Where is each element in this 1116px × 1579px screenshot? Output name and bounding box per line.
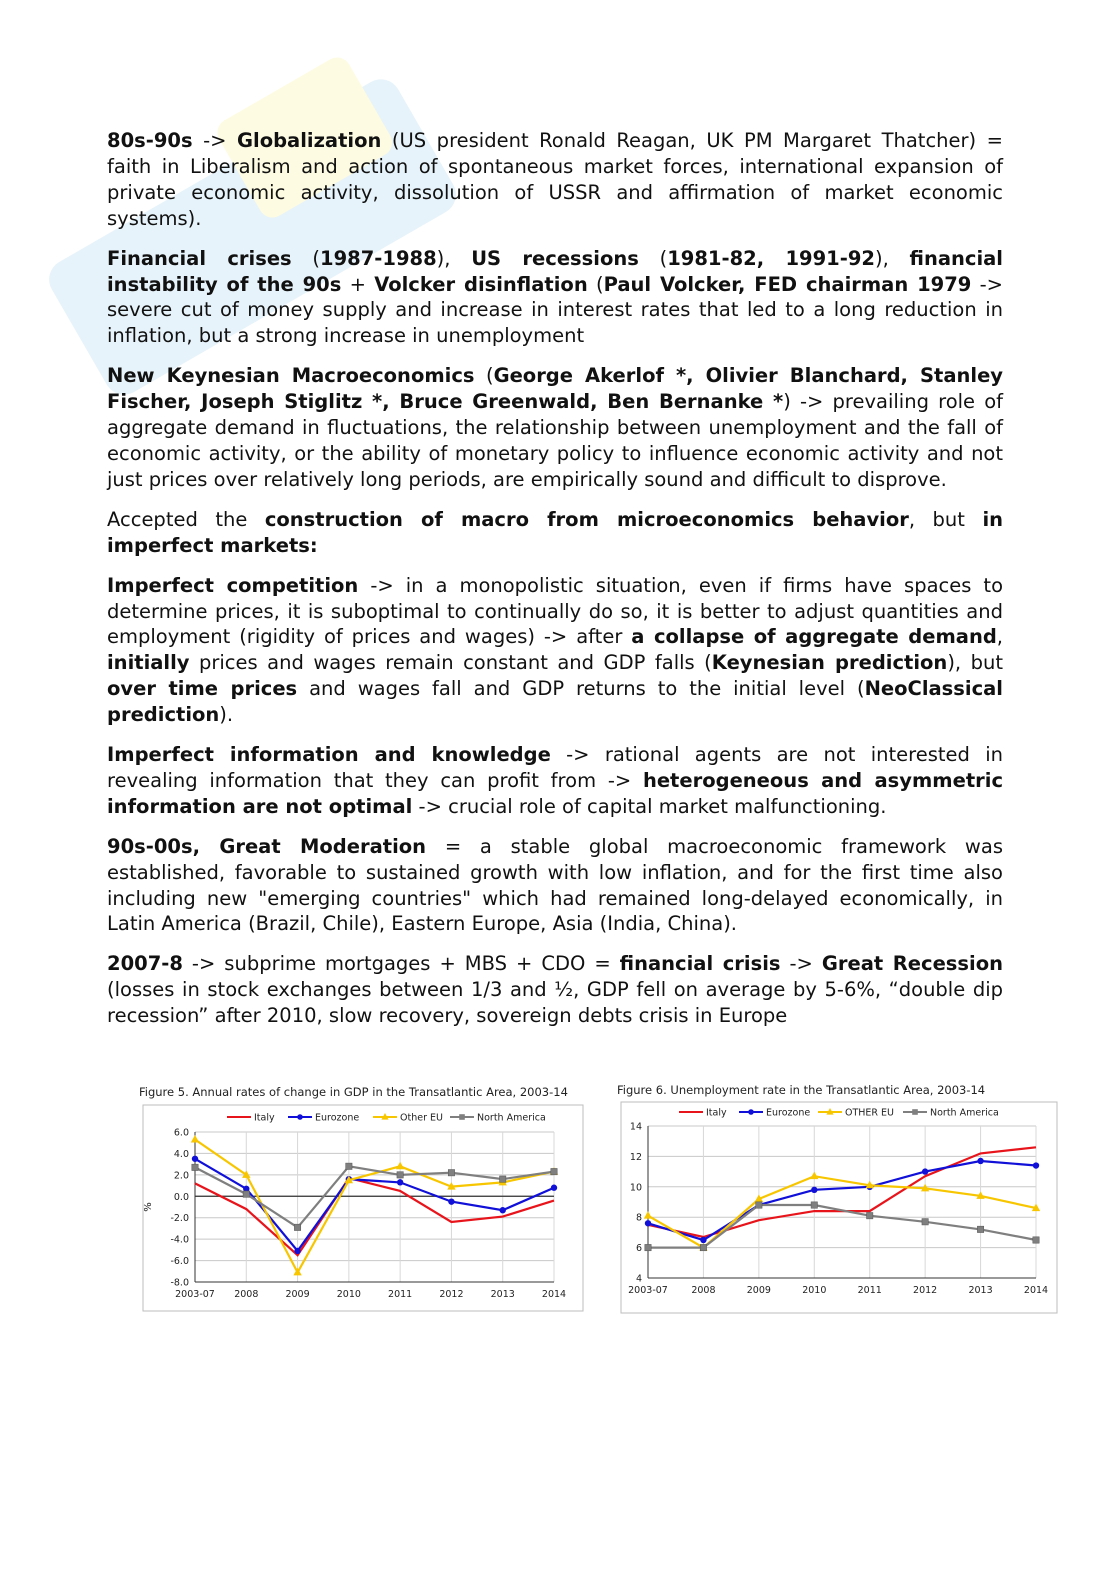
bold-text: Paul Volcker, FED chairman 1979 (603, 272, 972, 296)
data-point (192, 1156, 198, 1162)
bold-text: US recessions (471, 246, 639, 270)
x-tick-label: 2014 (1023, 1285, 1049, 1296)
paragraph-imperfect-information (107, 742, 1003, 820)
y-axis-label: % (143, 1202, 154, 1212)
paragraph-financial-crises (107, 246, 1003, 350)
bold-text: 1987-1988 (320, 246, 437, 270)
x-tick-label: 2011 (857, 1285, 882, 1296)
text-run: ), (436, 246, 472, 270)
x-tick-label: 2014 (541, 1289, 567, 1300)
paragraph-great-moderation (107, 834, 1003, 938)
paragraph-great-recession (107, 951, 1003, 1029)
legend-label: Italy (254, 1112, 275, 1124)
text-run: -> (192, 129, 238, 152)
data-point (397, 1179, 403, 1185)
data-point (977, 1158, 983, 1164)
data-point (922, 1219, 928, 1225)
bold-text: 2007-8 (107, 952, 183, 976)
text-run: ), but (947, 651, 1003, 675)
text-run: Accepted the (107, 507, 265, 531)
bold-text: 80s-90s (107, 129, 193, 152)
bold-text: Globalization (237, 129, 382, 152)
text-run: -> in a monopolistic situation, even if firms have spaces to determine prices, it is suboptimal to continually do so, it is better to adjust quantities and employment (rigidity of prices and wages) -> after (107, 573, 1003, 649)
x-tick-label: 2009 (285, 1289, 310, 1300)
bold-text: a collapse of aggregate demand (631, 625, 997, 649)
paragraph-new-keynesian (107, 363, 1003, 493)
legend-marker (912, 1109, 918, 1115)
y-tick-label: -8.0 (170, 1277, 189, 1289)
data-point (811, 1187, 817, 1193)
legend-label: Italy (706, 1107, 727, 1119)
y-tick-label: 0.0 (173, 1191, 189, 1203)
x-tick-label: 2011 (388, 1289, 413, 1300)
figure-6-title: Figure 6. Unemployment rate in the Transatlantic Area, 2003-14 (617, 1083, 986, 1097)
y-tick-label: -4.0 (170, 1234, 189, 1246)
bold-text: Imperfect information and knowledge (107, 743, 551, 767)
data-point (192, 1164, 198, 1170)
text-run: ( (638, 246, 668, 270)
data-point (756, 1202, 762, 1208)
data-point (700, 1237, 706, 1243)
text-run: , but (908, 507, 983, 531)
text-run: ), (874, 246, 910, 270)
figure-5-plot (139, 1085, 587, 1315)
legend-label: North America (477, 1112, 546, 1124)
document-body (107, 128, 1003, 1043)
data-point (1033, 1237, 1039, 1243)
text-run: (US president Ronald Reagan, UK PM Margaret Thatcher) = faith in Liberalism and action of spontaneous market forces, international expansion of private economic activity, dissolution of USSR and affirmation of market economic systems). (107, 129, 1004, 230)
bold-text: New Keynesian Macroeconomics (107, 364, 475, 388)
text-run: = a stable global macroeconomic framework was established, favorable to sustained growth with low inflation, and for the first time also including new "emerging countries" which had remained long-delayed economically, in Latin America (Brazil, Chile), Eastern Europe, Asia (India, China). (107, 834, 1003, 936)
bold-text: over time prices (107, 677, 298, 701)
bold-text: 1981-82, 1991-92 (667, 246, 875, 270)
x-tick-label: 2003-07 (175, 1289, 215, 1300)
figure-6-plot (617, 1083, 1060, 1315)
y-tick-label: 14 (629, 1121, 642, 1133)
data-point (500, 1207, 506, 1213)
bold-text: Volcker disinflation (374, 272, 588, 296)
x-tick-label: 2012 (439, 1289, 464, 1300)
data-point (551, 1168, 557, 1174)
legend-marker (459, 1114, 465, 1120)
paragraph-imperfect-competition (107, 573, 1003, 728)
bold-text: in imperfect markets: (107, 507, 1004, 557)
y-tick-label: -2.0 (170, 1213, 189, 1225)
text-run: ( (291, 246, 321, 270)
legend-marker (748, 1109, 754, 1115)
paragraph-micro-foundations (107, 507, 1003, 559)
data-point (1033, 1162, 1039, 1168)
data-point (551, 1185, 557, 1191)
y-tick-label: 6.0 (173, 1127, 189, 1139)
x-tick-label: 2009 (746, 1285, 771, 1296)
data-point (700, 1244, 706, 1250)
y-tick-label: 8 (635, 1212, 642, 1224)
x-tick-label: 2008 (234, 1289, 259, 1300)
x-tick-label: 2013 (968, 1285, 993, 1296)
legend-marker (297, 1114, 303, 1120)
bold-text: Financial crises (107, 246, 292, 270)
text-run: + (341, 272, 375, 296)
data-point (448, 1198, 454, 1204)
chart-frame (143, 1105, 583, 1311)
data-point (867, 1212, 873, 1218)
bold-text: heterogeneous and asymmetric information are not optimal (107, 768, 1003, 818)
y-tick-label: 6 (635, 1243, 642, 1255)
x-tick-label: 2010 (336, 1289, 361, 1300)
y-tick-label: -6.0 (170, 1256, 189, 1268)
text-run: prices and wages remain constant and GDP falls ( (189, 651, 712, 675)
bold-text: financial crisis (619, 952, 781, 976)
bold-text: initially (107, 651, 190, 675)
x-tick-label: 2003-07 (628, 1285, 668, 1296)
text-run: ). (219, 703, 234, 727)
data-point (243, 1191, 249, 1197)
figure-5-title: Figure 5. Annual rates of change in GDP in the Transatlantic Area, 2003-14 (139, 1085, 568, 1099)
data-point (397, 1172, 403, 1178)
text-run: -> rational agents are not interested in revealing information that they can profit from -> (107, 743, 1003, 792)
legend-label: Eurozone (315, 1112, 360, 1124)
bold-text: George Akerlof *, Olivier Blanchard, Stanley Fischer, Joseph Stiglitz *, Bruce Greenwald, Ben Bernanke * (107, 364, 1004, 414)
data-point (346, 1163, 352, 1169)
y-tick-label: 10 (629, 1182, 642, 1194)
bold-text: Imperfect competition (107, 573, 359, 597)
x-tick-label: 2008 (691, 1285, 716, 1296)
figure-5-gdp-chart (139, 1085, 587, 1315)
bold-text: 90s-00s, Great Moderation (107, 834, 427, 858)
y-tick-label: 2.0 (173, 1170, 189, 1182)
x-tick-label: 2012 (913, 1285, 938, 1296)
data-point (645, 1244, 651, 1250)
data-point (922, 1168, 928, 1174)
text-run: ( (587, 272, 604, 296)
y-tick-label: 12 (629, 1151, 642, 1163)
data-point (811, 1202, 817, 1208)
figure-6-unemployment-chart (617, 1083, 1060, 1315)
text-run: (losses in stock exchanges between 1/3 and ½, GDP fell on average by 5-6%, “double dip recession” after 2010, slow recovery, sovereign debts crisis in Europe (107, 978, 1003, 1028)
x-tick-label: 2013 (490, 1289, 515, 1300)
legend-label: Eurozone (766, 1107, 811, 1119)
bold-text: financial instability of the 90s (107, 246, 1003, 296)
y-tick-label: 4 (635, 1273, 642, 1285)
bold-text: NeoClassical prediction (107, 677, 1003, 727)
data-point (448, 1170, 454, 1176)
legend-label: Other EU (400, 1112, 443, 1124)
chart-frame (621, 1102, 1057, 1313)
bold-text: construction of macro from microeconomics behavior (264, 507, 909, 531)
x-tick-label: 2010 (802, 1285, 827, 1296)
text-run: and wages fall and GDP returns to the initial level ( (297, 677, 865, 701)
data-point (645, 1220, 651, 1226)
paragraph-globalization (107, 128, 1003, 232)
legend-label: North America (930, 1107, 999, 1119)
text-run: -> severe cut of money supply and increase in interest rates that led to a long reduction in inflation, but a strong increase in unemployment (107, 272, 1003, 348)
text-run: -> subprime mortgages + MBS + CDO = (182, 952, 620, 976)
text-run: ) -> prevailing role of aggregate demand in fluctuations, the relationship between unemployment and the fall of economic activity, or the ability of monetary policy to influence economic activity and not just prices over relatively long periods, are empirically sound and difficult to disprove. (107, 390, 1003, 491)
y-tick-label: 4.0 (173, 1148, 189, 1160)
bold-text: Great Recession (821, 952, 1003, 976)
legend-label: OTHER EU (845, 1107, 895, 1119)
bold-text: Keynesian prediction (711, 651, 948, 675)
text-run: , (996, 625, 1003, 649)
data-point (294, 1248, 300, 1254)
data-point (977, 1226, 983, 1232)
text-run: -> crucial role of capital market malfunctioning. (412, 794, 887, 818)
data-point (500, 1176, 506, 1182)
data-point (294, 1224, 300, 1230)
text-run: -> (780, 952, 822, 976)
text-run: ( (474, 364, 494, 388)
